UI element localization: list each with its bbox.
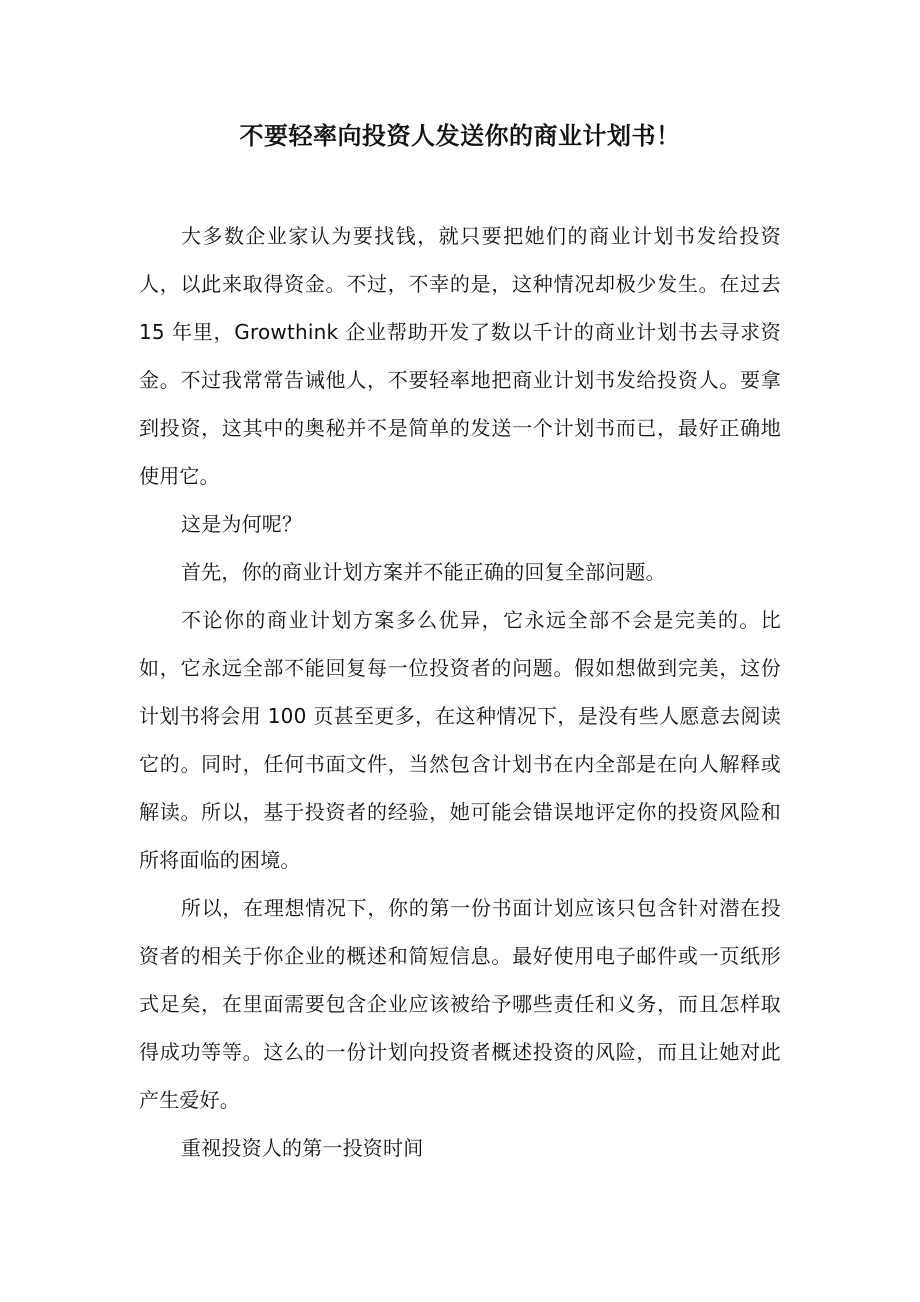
document-title: 不要轻率向投资人发送你的商业计划书！	[239, 122, 681, 150]
document-body	[139, 212, 781, 1172]
paragraph-question: 这是为何呢？	[181, 512, 303, 536]
paragraph-ideal-plan: 所以，在理想情况下，你的第一份书面计划应该只包含针对潜在投资者的相关于你企业的概述和简短信息。最好使用电子邮件或一页纸形式足矣，在里面需要包含企业应该被给予哪些责任和义务，而且怎样取得成功等等。这么的一份计划向投资者概述投资的风险，而且让她对此产生爱好。	[139, 896, 781, 1112]
paragraph-section-heading: 重视投资人的第一投资时间	[181, 1136, 424, 1160]
paragraph-first-point: 首先，你的商业计划方案并不能正确的回复全部问题。	[181, 560, 666, 584]
paragraph-intro: 大多数企业家认为要找钱，就只要把她们的商业计划书发给投资人，以此来取得资金。不过，不幸的是，这种情况却极少发生。在过去 15 年里，Growthink 企业帮助开发了数以千计的商业计划书去寻求资金。不过我常常告诫他人，不要轻率地把商业计划书发给投资人。要拿到投资，这其中的奥秘并不是简单的发送一个计划书而已，最好正确地使用它。	[139, 224, 781, 488]
paragraph-plan-imperfect: 不论你的商业计划方案多么优异，它永远全部不会是完美的。比如，它永远全部不能回复每一位投资者的问题。假如想做到完美，这份计划书将会用 100 页甚至更多，在这种情况下，是没有些人愿意去阅读它的。同时，任何书面文件，当然包含计划书在内全部是在向人解释或解读。所以，基于投资者的经验，她可能会错误地评定你的投资风险和所将面临的困境。	[139, 608, 781, 872]
